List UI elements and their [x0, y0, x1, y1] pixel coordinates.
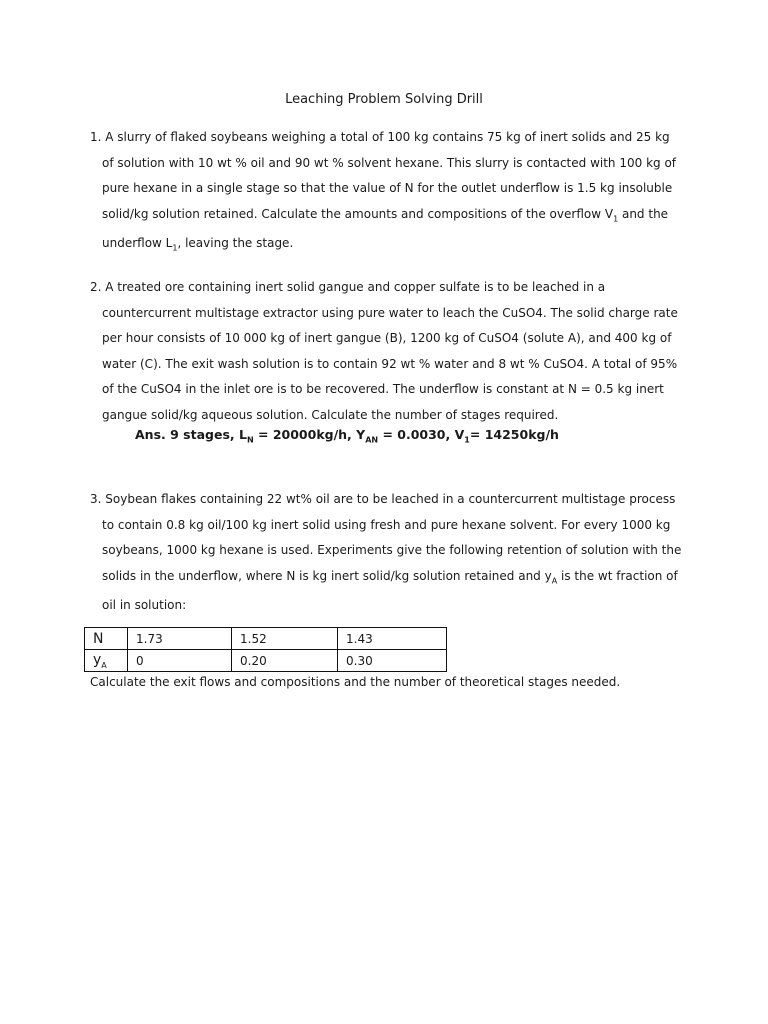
problem-1	[90, 125, 680, 261]
problem-3-text-a: 3. Soybean flakes containing 22 wt% oil are to be leached in a countercurrent multistage process to contain 0.8 kg oil/100 kg inert solid using fresh and pure hexane solvent. For every 1000 kg soybeans, 1000 kg hexane is used. Experiments give the following retention of solution with the solids in the underflow, where N is kg inert solid/kg solution retained and y	[90, 492, 682, 583]
table-row-label-ya	[85, 650, 128, 672]
table-row	[85, 650, 447, 672]
retention-table	[84, 627, 447, 672]
answer-sub-b: AN	[365, 435, 379, 445]
problem-1-text-b: and the underflow L	[102, 206, 669, 251]
problem-2	[90, 275, 680, 428]
problem-3-sub-a: A	[551, 575, 558, 585]
answer-sub-c: 1	[464, 435, 470, 445]
problem-1-sub-a: 1	[613, 213, 619, 223]
problem-1-text-a: 1. A slurry of flaked soybeans weighing a total of 100 kg contains 75 kg of inert solids and 25 kg of solution with 10 wt % oil and 90 wt % solvent hexane. This slurry is contacted with 100 kg of pure hexane in a single stage so that the value of N for the outlet underflow is 1.5 kg insoluble solid/kg solution retained. Calculate the amounts and compositions of the overflow V	[90, 130, 677, 221]
problem-3-text-b: is the wt fraction of oil in solution:	[102, 568, 678, 613]
table-cell: 1.43	[338, 628, 447, 650]
table-row-label-n: N	[85, 628, 128, 650]
ya-label: y	[93, 651, 102, 668]
problem-3	[90, 487, 690, 619]
problem-2-text: 2. A treated ore containing inert solid gangue and copper sulfate is to be leached in a countercurrent multistage extractor using pure water to leach the CuSO4. The solid charge rate per hour consists of 10 000 kg of inert gangue (B), 1200 kg of CuSO4 (solute A), and 400 kg of water (C). The exit wash solution is to contain 92 wt % water and 8 wt % CuSO4. A total of 95% of the CuSO4 in the inlet ore is to be recovered. The underflow is constant at N = 0.5 kg inert gangue solid/kg aqueous solution. Calculate the number of stages required.	[90, 280, 678, 422]
problem-2-answer	[135, 427, 559, 445]
table-cell: 0	[128, 650, 232, 672]
problem-1-sub-b: 1	[172, 243, 178, 253]
table-row	[85, 628, 447, 650]
ya-label-sub: A	[101, 660, 107, 670]
table-cell: 1.73	[128, 628, 232, 650]
answer-part-c: = 0.0030, V	[378, 427, 465, 442]
answer-part-b: = 20000kg/h, Y	[253, 427, 366, 442]
answer-part-a: Ans. 9 stages, L	[135, 427, 247, 442]
table-cell: 0.20	[232, 650, 338, 672]
table-cell: 0.30	[338, 650, 447, 672]
closing-instruction: Calculate the exit flows and compositions and the number of theoretical stages needed.	[90, 675, 621, 689]
table-cell: 1.52	[232, 628, 338, 650]
answer-part-d: = 14250kg/h	[469, 427, 559, 442]
document-title: Leaching Problem Solving Drill	[285, 92, 483, 107]
answer-sub-a: N	[246, 435, 254, 445]
problem-1-text-c: , leaving the stage.	[177, 236, 294, 251]
